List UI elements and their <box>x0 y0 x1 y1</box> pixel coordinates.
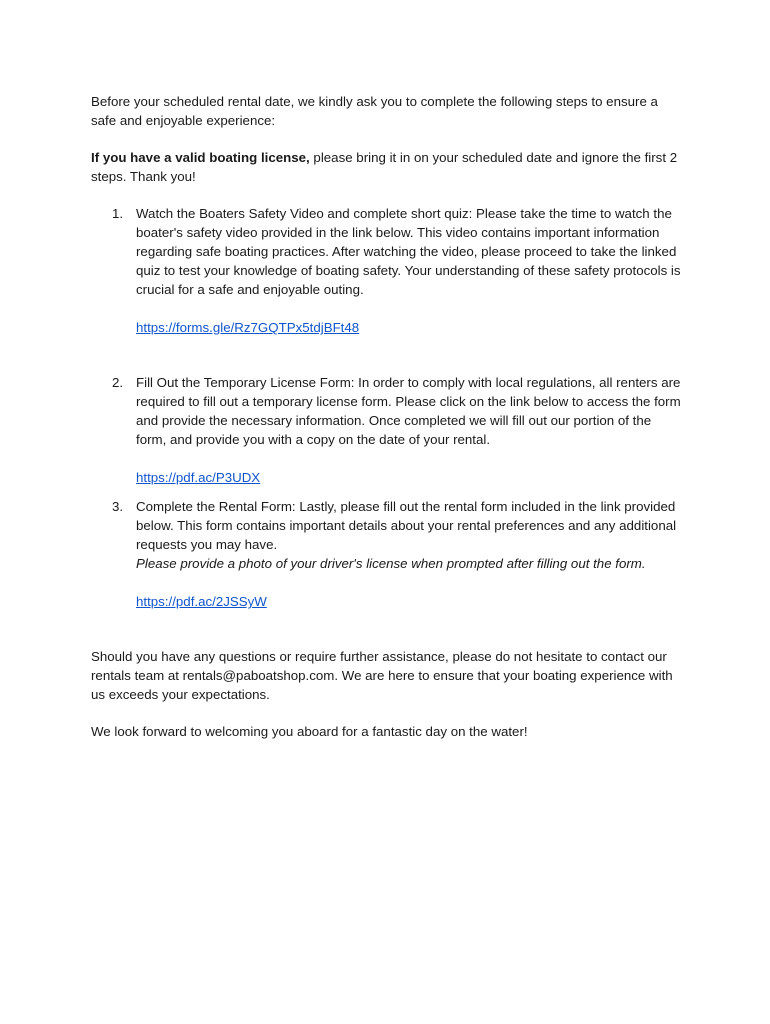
step-text: Complete the Rental Form: Lastly, please fill out the rental form included in the link provided below. This form contains important details about your rental preferences and any additional requests you may have. <box>136 499 677 552</box>
step-number: 2. <box>112 375 124 390</box>
step-item <box>91 497 683 611</box>
farewell-paragraph: We look forward to welcoming you aboard for a fantastic day on the water! <box>91 724 528 739</box>
rental-form-link[interactable]: https://pdf.ac/2JSSyW <box>136 594 267 609</box>
step-note: Please provide a photo of your driver's license when prompted after filling out the form. <box>136 556 646 571</box>
steps-list <box>91 204 683 611</box>
step-number: 1. <box>112 206 124 221</box>
intro-paragraph: Before your scheduled rental date, we kindly ask you to complete the following steps to ensure a safe and enjoyable experience: <box>91 94 658 128</box>
document-page <box>91 92 683 741</box>
step-number: 3. <box>112 499 124 514</box>
closing-paragraph: Should you have any questions or require further assistance, please do not hesitate to contact our rentals team at rentals@paboatshop.com. We are here to ensure that your boating experience with us exceeds your expectations. <box>91 649 673 702</box>
step-text: Watch the Boaters Safety Video and complete short quiz: Please take the time to watch the boater's safety video provided in the link below. This video contains important information regarding safe boating practices. After watching the video, please proceed to take the linked quiz to test your knowledge of boating safety. Your understanding of these safety protocols is crucial for a safe and enjoyable outing. <box>136 206 681 297</box>
license-note-text: please bring it in on your scheduled date and ignore the first 2 steps. Thank you! <box>91 150 678 184</box>
step-item <box>91 204 683 337</box>
license-note-paragraph <box>91 148 683 186</box>
quiz-link[interactable]: https://forms.gle/Rz7GQTPx5tdjBFt48 <box>136 320 360 335</box>
license-form-link[interactable]: https://pdf.ac/P3UDX <box>136 470 261 485</box>
step-text: Fill Out the Temporary License Form: In order to comply with local regulations, all renters are required to fill out a temporary license form. Please click on the link below to access the form and provide the necessary information. Once completed we will fill out our portion of the form, and provide you with a copy on the date of your rental. <box>136 375 681 447</box>
license-note-bold: If you have a valid boating license, <box>91 150 310 165</box>
step-item <box>91 373 683 487</box>
